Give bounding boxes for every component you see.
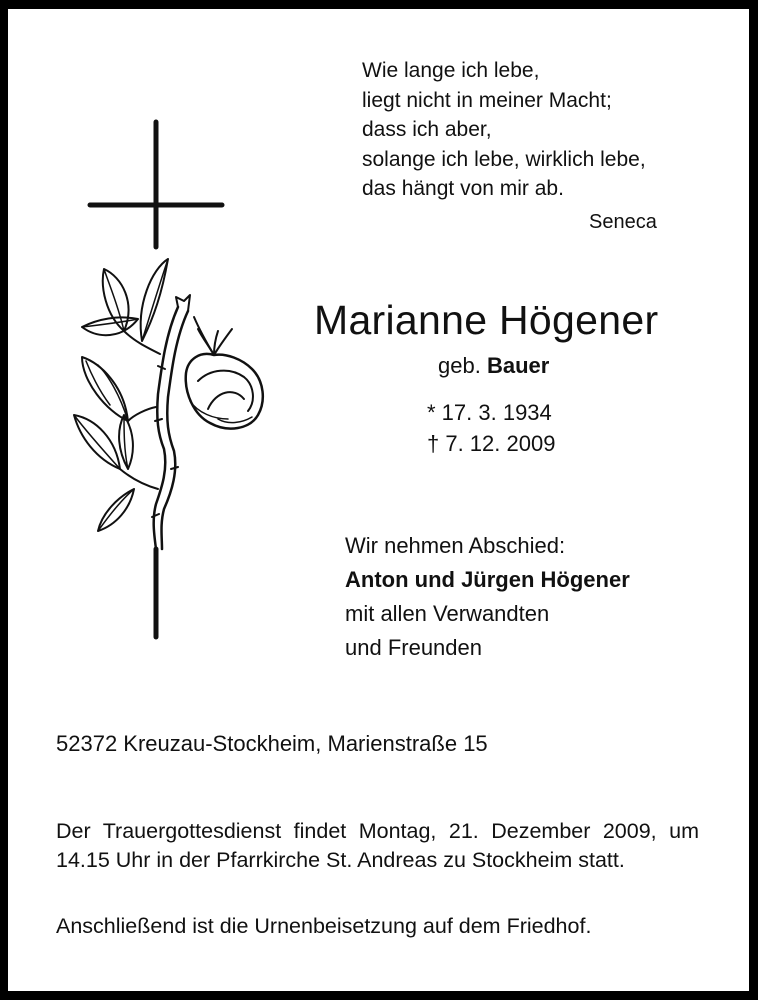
maiden-name	[438, 353, 549, 379]
mourners-names: Anton und Jürgen Högener	[345, 567, 630, 592]
farewell-relatives: mit allen Verwandten	[345, 601, 550, 626]
deceased-name: Marianne Högener	[314, 297, 659, 343]
burial-text: Anschließend ist die Urnenbeisetzung auf dem Friedhof.	[56, 914, 592, 938]
quote-line-1: Wie lange ich lebe,	[362, 59, 540, 82]
maiden-name-prefix: geb.	[438, 353, 481, 378]
maiden-name-value: Bauer	[486, 353, 550, 378]
quote-author: Seneca	[589, 211, 657, 233]
quote-line-2: liegt nicht in meiner Macht;	[362, 88, 612, 112]
cross-with-rose-icon	[58, 119, 268, 654]
quote-line-5: das hängt von mir ab.	[362, 177, 564, 200]
funeral-service-text: Der Trauergottesdienst findet Montag, 21. Dezember 2009, um 14.15 Uhr in der Pfarrkirche St. Andreas zu Stockheim statt.	[56, 819, 699, 872]
epigraph-quote	[362, 56, 657, 233]
farewell-block	[345, 529, 630, 665]
family-address: 52372 Kreuzau-Stockheim, Marienstraße 15	[56, 731, 488, 756]
farewell-friends: und Freunden	[345, 635, 482, 660]
quote-line-3: dass ich aber,	[362, 118, 492, 141]
life-dates	[427, 397, 555, 459]
birth-date: * 17. 3. 1934	[427, 400, 552, 425]
quote-line-4: solange ich lebe, wirklich lebe,	[362, 147, 646, 171]
obituary-notice	[8, 9, 749, 991]
death-date: † 7. 12. 2009	[427, 431, 556, 456]
farewell-intro: Wir nehmen Abschied:	[345, 533, 566, 558]
